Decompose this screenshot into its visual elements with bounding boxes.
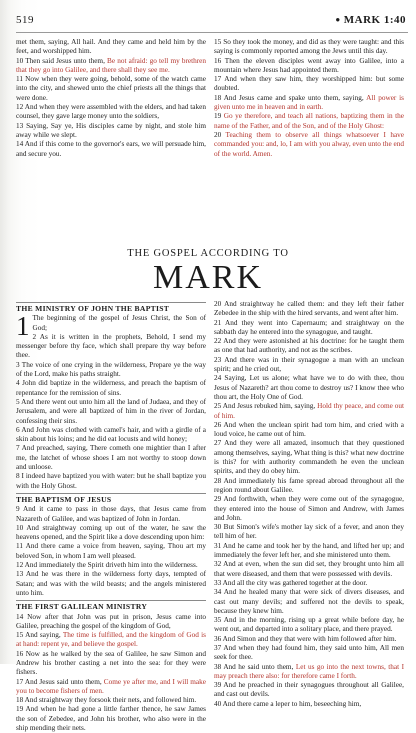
chapter-number: 1 <box>16 311 30 342</box>
verse-text: 2 As it is written in the prophets, Behold, I send my messenger before thy face, which shall prepare thy way before thee. <box>16 332 206 360</box>
verse-text: 30 But Simon's wife's mother lay sick of a fever, and anon they tell him of her. <box>214 523 404 541</box>
verse-paragraph <box>214 700 404 709</box>
verse-paragraph <box>16 613 206 632</box>
verse-text: 36 And Simon and they that were with him followed after him. <box>214 634 397 643</box>
bullet-icon: ● <box>335 15 341 24</box>
verse-paragraph <box>16 505 206 524</box>
verse-text: 18 And straightway they forsook their nets, and followed him. <box>16 696 197 705</box>
verse-text: 20 <box>214 130 226 139</box>
book-title-line1: THE GOSPEL ACCORDING TO <box>127 248 289 259</box>
verse-paragraph <box>214 681 404 700</box>
verse-paragraph <box>214 616 404 635</box>
verse-text: 22 And they were astonished at his doctrine: for he taught them as one that had authority, and not as the scribes. <box>214 337 404 355</box>
verse-text: 11 Now when they were going, behold, some of the watch came into the city, and shewed unto the chief priests all the things that were done. <box>16 75 206 102</box>
verse-paragraph <box>16 75 206 103</box>
running-head <box>335 14 406 26</box>
verse-text: 16 Now as he walked by the sea of Galilee, he saw Simon and Andrew his brother casting a net into the sea: for they were fishers. <box>16 649 206 677</box>
verse-paragraph <box>214 542 404 561</box>
verse-text: 6 And John was clothed with camel's hair, and with a girdle of a skin about his loins; and he did eat locusts and wild honey; <box>16 425 206 444</box>
verse-text: 9 And it came to pass in those days, that Jesus came from Nazareth of Galilee, and was baptized of John in Jordan. <box>16 505 206 523</box>
verse-text: 24 Saying, Let us alone; what have we to do with thee, thou Jesus of Nazareth? art thou come to destroy us? I know thee who thou art, the Holy One of God. <box>214 374 404 401</box>
verse-paragraph <box>16 140 206 159</box>
verse-text: 11 And there came a voice from heaven, saying, Thou art my beloved Son, in whom I am well pleased. <box>16 542 206 560</box>
verse-paragraph <box>214 38 404 57</box>
verse-text: 20 And straightway he called them: and they left their father Zebedee in the ship with the hired servants, and went after him. <box>214 300 404 318</box>
verse-paragraph <box>214 337 404 356</box>
verse-paragraph <box>214 635 404 644</box>
top-right-column <box>214 38 404 244</box>
verse-paragraph <box>214 374 404 402</box>
verse-text: 25 And Jesus rebuked him, saying, <box>214 402 318 411</box>
verse-text: 17 And when they saw him, they worshipped him: but some doubted. <box>214 75 404 93</box>
verse-text: 10 And straightway coming up out of the water, he saw the heavens opened, and the Spirit like a dove descending upon him: <box>16 523 206 542</box>
words-of-christ: Come ye after me, and I will make you to become fishers of men. <box>16 677 206 695</box>
verse-paragraph <box>16 524 206 543</box>
words-of-christ: All power is given unto me in heaven and in earth. <box>214 93 405 112</box>
verse-paragraph <box>16 103 206 122</box>
verse-paragraph <box>16 570 206 598</box>
header-rule <box>16 32 408 33</box>
verse-paragraph <box>214 523 404 542</box>
verse-text: 3 The voice of one crying in the wilderness, Prepare ye the way of the Lord, make his paths straight. <box>16 360 206 379</box>
verse-text: 15 So they took the money, and did as they were taught: and this saying is commonly reported among the Jews until this day. <box>214 38 404 56</box>
verse-text: 37 And when they had found him, they said unto him, All men seek for thee. <box>214 643 404 662</box>
verse-paragraph <box>16 361 206 380</box>
verse-text: 19 And when he had gone a little farther thence, he saw James the son of Zebedee, and John his brother, who also were in the ship mending their nets. <box>16 705 206 733</box>
verse-text: 32 And at even, when the sun did set, they brought unto him all that were diseased, and them that were possessed with devils. <box>214 560 404 578</box>
verse-text: 12 And immediately the Spirit driveth him into the wilderness. <box>16 561 198 570</box>
verse-paragraph <box>16 398 206 426</box>
verse-text: 14 And if this come to the governor's ears, we will persuade him, and secure you. <box>16 140 206 158</box>
bottom-left-column <box>16 300 207 733</box>
verse-text: 34 And he healed many that were sick of divers diseases, and cast out many devils; and suffered not the devils to speak, because they knew him. <box>214 588 404 615</box>
verse-paragraph <box>16 650 206 678</box>
verse-paragraph <box>16 678 206 697</box>
verse-paragraph <box>214 57 404 76</box>
verse-paragraph <box>16 542 206 561</box>
page-header <box>0 14 416 30</box>
words-of-christ: Hold thy peace, and come out of him. <box>214 402 404 420</box>
verse-paragraph <box>214 644 404 663</box>
verse-text: 7 And preached, saying, There cometh one mightier than I after me, the latchet of whose shoes I am not worthy to stoop down and unloose. <box>16 444 206 472</box>
page-number: 519 <box>16 14 34 26</box>
verse-paragraph <box>214 663 404 682</box>
verse-paragraph <box>214 495 404 523</box>
verse-text: 18 And Jesus came and spake unto them, saying, <box>214 93 367 102</box>
verse-paragraph <box>214 560 404 579</box>
verse-paragraph <box>16 444 206 472</box>
verse-text: 27 And they were all amazed, insomuch that they questioned among themselves, saying, What thing is this? what new doctrine is this? for with authority commandeth he even the unclean spirits, and they do obey him. <box>214 439 404 476</box>
verse-text: 10 Then said Jesus unto them, <box>16 56 108 65</box>
verse-paragraph <box>16 379 206 398</box>
verse-paragraph <box>214 112 404 131</box>
words-of-christ: Teaching them to observe all things whatsoever I have commanded you: and, lo, I am with you alway, even unto the end of the world. Amen. <box>214 130 405 158</box>
verse-text: 19 <box>214 112 224 121</box>
verse-paragraph <box>16 122 206 141</box>
verse-text: 26 And when the unclean spirit had torn him, and cried with a loud voice, he came out of him. <box>214 420 404 439</box>
verse-paragraph <box>214 131 404 159</box>
running-head-text: MARK 1:40 <box>343 14 406 26</box>
verse-text: 28 And immediately his fame spread abroad throughout all the region round about Galilee. <box>214 476 404 494</box>
verse-text: 23 And there was in their synagogue a man with an unclean spirit; and he cried out, <box>214 355 404 374</box>
section-heading: THE MINISTRY OF JOHN THE BAPTIST <box>16 302 206 313</box>
verse-text: 29 And forthwith, when they were come out of the synagogue, they entered into the house of Simon and Andrew, with James and John. <box>214 495 404 522</box>
verse-text: 39 And he preached in their synagogues throughout all Galilee, and cast out devils. <box>214 681 404 699</box>
verse-paragraph <box>214 300 404 319</box>
verse-text: 40 And there came a leper to him, beseeching him, <box>214 699 362 708</box>
verse-paragraph <box>214 356 404 375</box>
verse-text: 33 And all the city was gathered together at the door. <box>214 578 368 587</box>
words-of-christ: Be not afraid: go tell my brethren that they go into Galilee, and there shall they see me. <box>16 56 206 74</box>
words-of-christ: The time is fulfilled, and the kingdom of God is at hand: repent ye, and believe the gospel. <box>16 631 207 649</box>
verse-paragraph <box>16 426 206 445</box>
verse-paragraph <box>16 38 206 57</box>
verse-text: 35 And in the morning, rising up a great while before day, he went out, and departed into a solitary place, and there prayed. <box>214 616 404 634</box>
verse-text: 13 And he was there in the wilderness forty days, tempted of Satan; and was with the wild beasts; and the angels ministered unto him. <box>16 570 206 597</box>
words-of-christ: Go ye therefore, and teach all nations, baptizing them in the name of the Father, and of the Son, and of the Holy Ghost: <box>214 112 404 130</box>
verse-paragraph <box>214 319 404 338</box>
bottom-right-column <box>214 300 404 708</box>
section-heading: THE FIRST GALILEAN MINISTRY <box>16 600 206 611</box>
verse-paragraph <box>214 477 404 496</box>
verse-text: 16 Then the eleven disciples went away into Galilee, into a mountain where Jesus had appointed them. <box>214 56 404 74</box>
verse-paragraph <box>16 311 206 342</box>
verse-text: 4 John did baptize in the wilderness, and preach the baptism of repentance for the remission of sins. <box>16 379 206 397</box>
verse-paragraph <box>214 75 404 94</box>
book-title-line2: MARK <box>152 259 264 296</box>
verse-paragraph <box>16 472 206 491</box>
words-of-christ: Let us go into the next towns, that I may preach there also: for therefore came I forth. <box>214 662 404 680</box>
verse-paragraph <box>16 631 206 650</box>
verse-text: met them, saying, All hail. And they came and held him by the feet, and worshipped him. <box>16 38 206 56</box>
verse-paragraph <box>16 696 206 705</box>
verse-paragraph <box>214 421 404 440</box>
section-heading: THE BAPTISM OF JESUS <box>16 493 206 504</box>
verse-paragraph <box>16 333 206 361</box>
verse-text: 5 And there went out unto him all the land of Judaea, and they of Jerusalem, and were all baptized of him in the river of Jordan, confessing their sins. <box>16 397 206 425</box>
verse-paragraph <box>214 402 404 421</box>
verse-paragraph <box>214 439 404 476</box>
verse-paragraph <box>214 588 404 616</box>
verse-text: 31 And he came and took her by the hand, and lifted her up; and immediately the fever left her, and she ministered unto them. <box>214 541 404 560</box>
top-left-column <box>16 38 206 244</box>
verse-text: The beginning of the gospel of Jesus Christ, the Son of God; <box>32 314 206 332</box>
verse-text: 38 And he said unto them, <box>214 662 296 671</box>
verse-text: 12 And when they were assembled with the elders, and had taken counsel, they gave large money unto the soldiers, <box>16 103 206 121</box>
verse-paragraph <box>16 705 206 733</box>
verse-text: 14 Now after that John was put in prison, Jesus came into Galilee, preaching the gospel of the kingdom of God, <box>16 612 206 630</box>
verse-text: 13 Saying, Say ye, His disciples came by night, and stole him away while we slept. <box>16 121 206 139</box>
verse-paragraph <box>16 561 206 570</box>
verse-text: 17 And Jesus said unto them, <box>16 677 104 686</box>
verse-paragraph <box>16 57 206 76</box>
verse-text: 8 I indeed have baptized you with water: but he shall baptize you with the Holy Ghost. <box>16 472 206 490</box>
verse-paragraph <box>214 94 404 113</box>
book-title <box>0 248 416 295</box>
verse-paragraph <box>214 579 404 588</box>
verse-text: 21 And they went into Capernaum; and straightway on the sabbath day he entered into the synagogue, and taught. <box>214 318 404 336</box>
verse-text: 15 And saying, <box>16 631 63 640</box>
